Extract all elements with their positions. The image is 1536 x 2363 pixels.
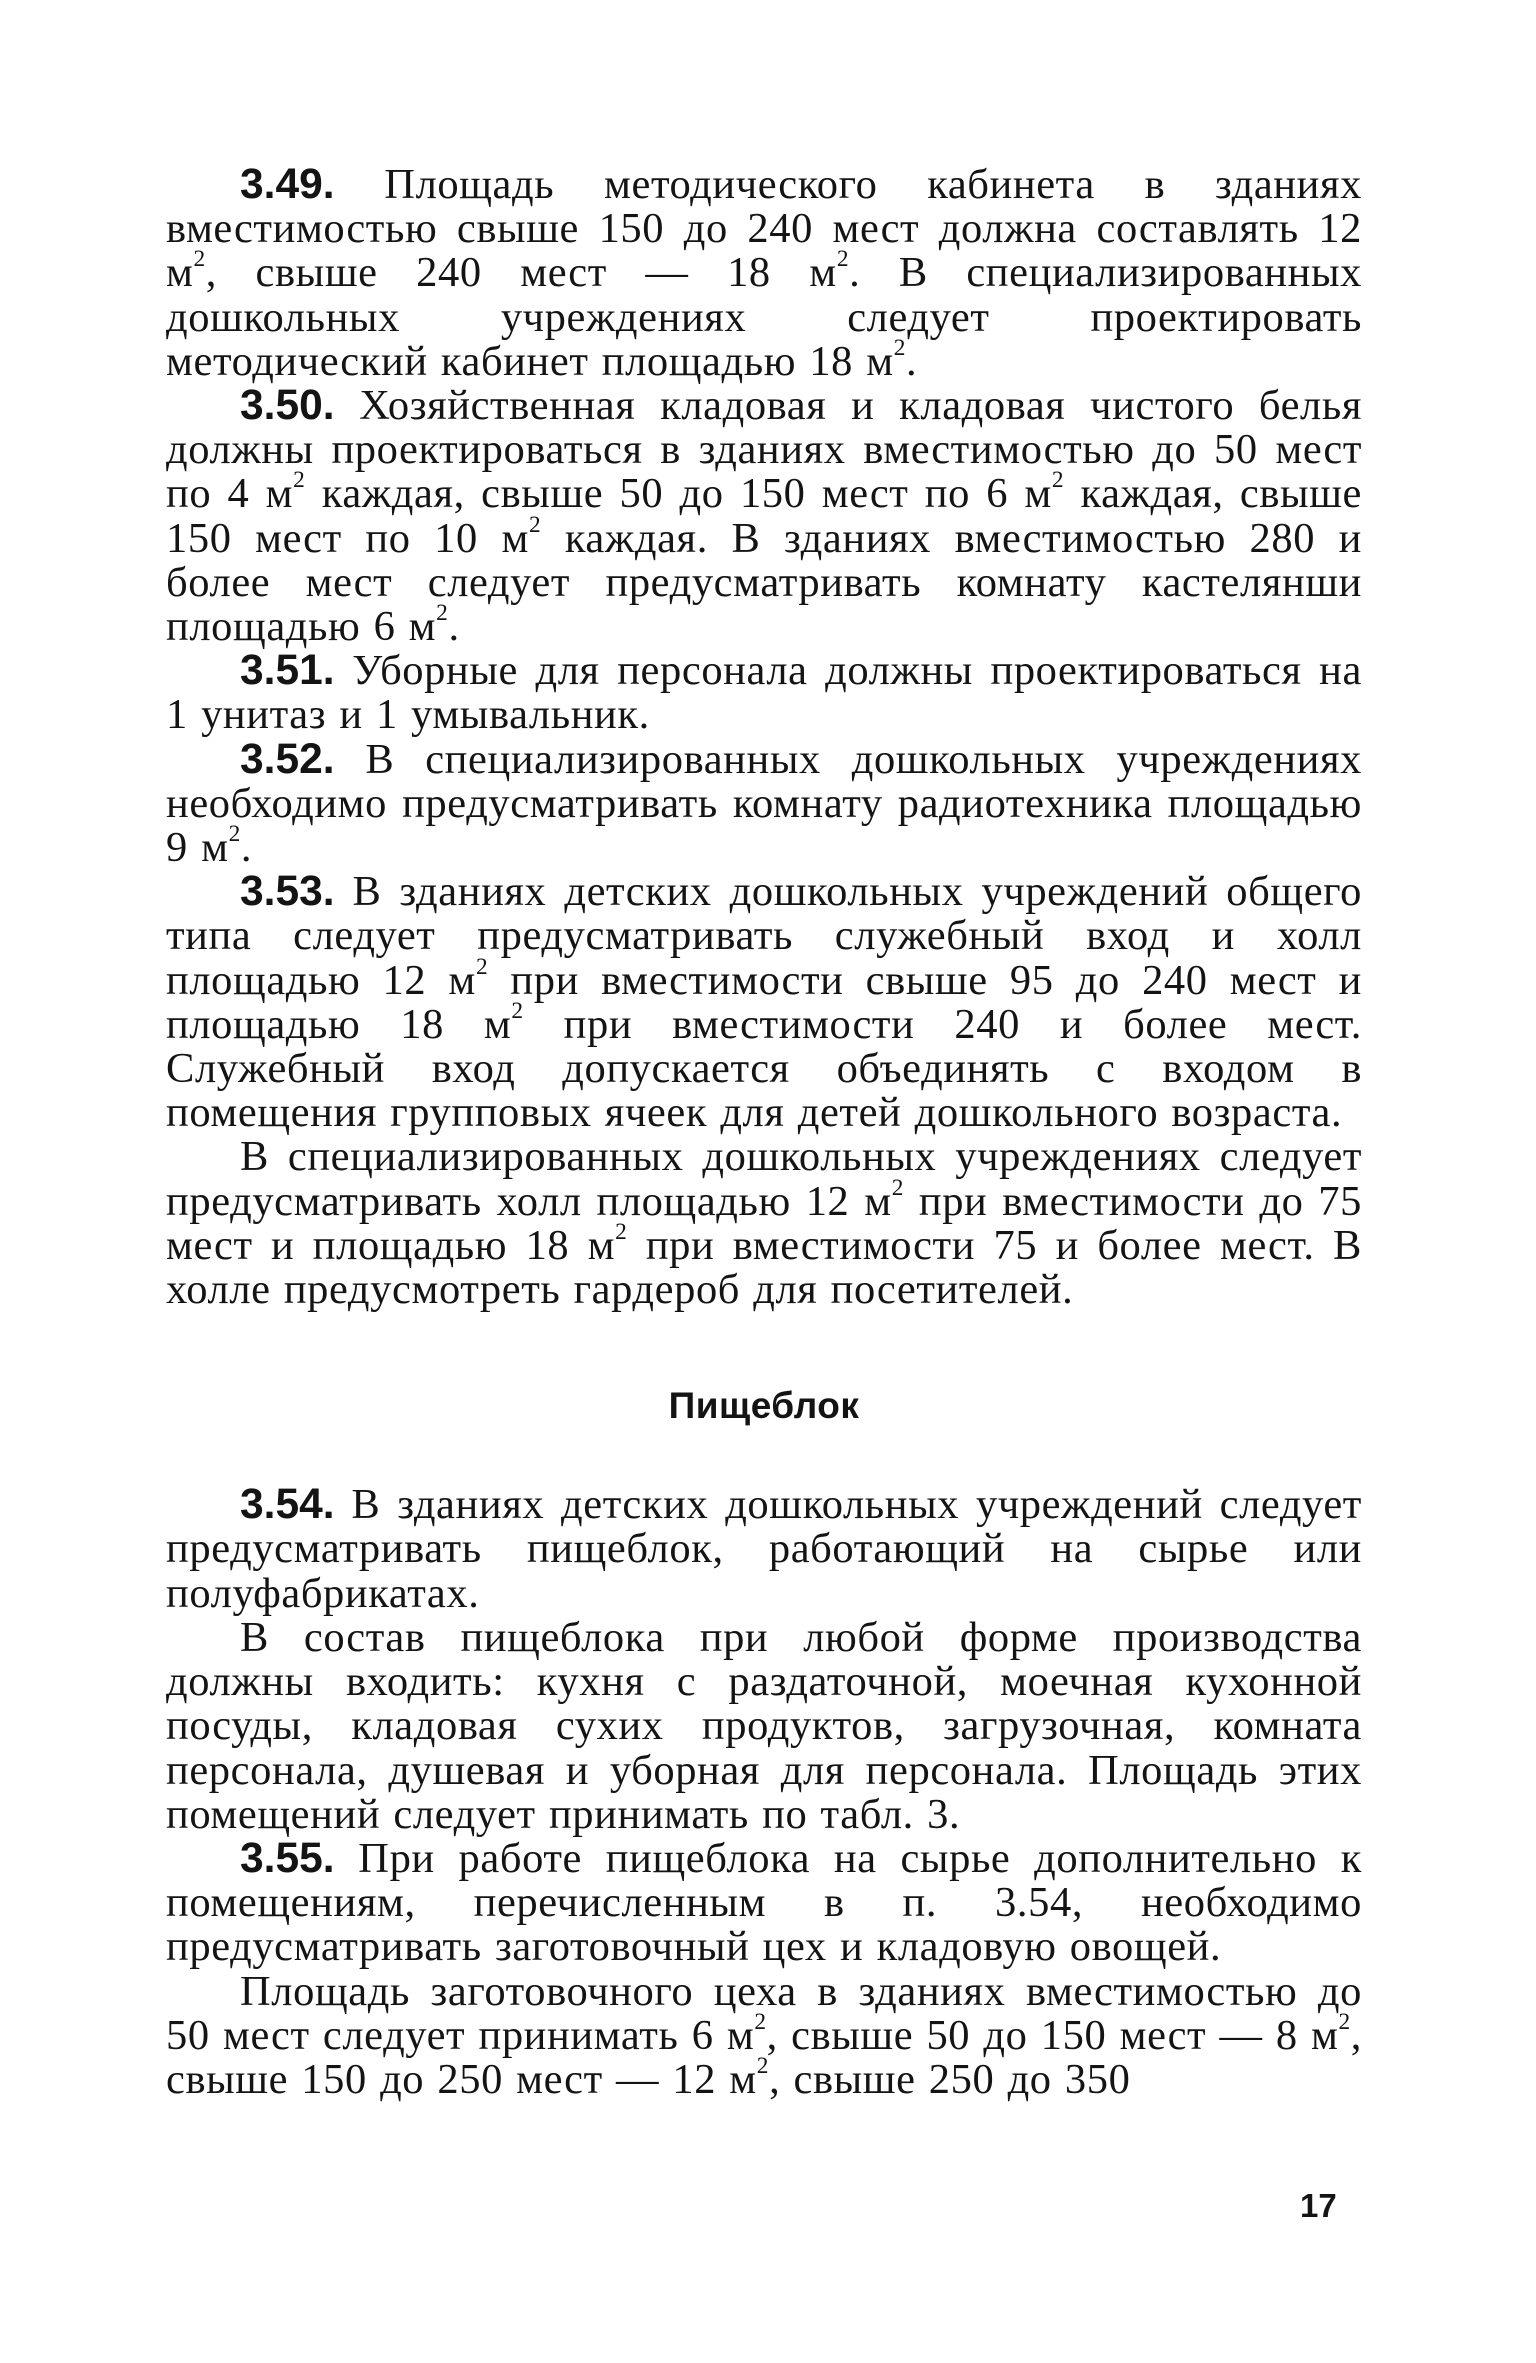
superscript: 2 [1338,2008,1351,2035]
superscript: 2 [528,511,542,538]
paragraph-3-54 [166,1483,1362,1616]
paragraph-text: при вместимости до 75 мест и площадью 18 м [166,1177,1362,1269]
superscript: 2 [193,246,206,273]
paragraph-number: 3.54. [240,1481,335,1529]
paragraph-text: В специализированных дошкольных учреждениях необходимо предусматривать комнату радиотехника площадью 9 м [166,735,1362,872]
paragraph-text: Хозяйственная кладовая и кладовая чистого белья должны проектироваться в зданиях вместимостью до 50 мест по 4 м [166,382,1362,518]
paragraph-text: каждая, свыше 150 мест по 10 м [166,470,1362,562]
paragraph-text: , свыше 150 до 250 мест — 12 м [166,2011,1362,2103]
paragraph-text: , свыше 50 до 150 мест — 8 м [766,2011,1339,2059]
paragraph-text: каждая. В зданиях вместимостью 280 и более мест следует предусматривать комнату кастелянши площадью 6 м [166,514,1362,651]
superscript: 2 [756,2053,770,2080]
paragraph-3-50 [166,384,1362,649]
paragraph-text: , свыше 240 мест — 18 м [205,249,837,297]
paragraph-text: . В специализированных дошкольных учреждениях следует проектировать методический кабинет площадью 18 м [166,249,1362,385]
paragraph-text: при вместимости 75 и более мест. В холле предусмотреть гардероб для посетителей. [166,1221,1362,1314]
paragraph-text: при вместимости 240 и более мест. Служебный вход допускается объединять с входом в помещения групповых ячеек для детей дошкольного возраста. [166,1000,1362,1137]
paragraph-3-52 [166,735,1362,872]
superscript: 2 [1051,467,1065,494]
paragraph-text: каждая, свыше 50 до 150 мест по 6 м [305,470,1052,518]
paragraph-number: 3.55. [240,1834,335,1882]
document-page [166,163,1362,2102]
paragraph-3-55-continued [166,1967,1362,2103]
paragraph-text: . [240,824,253,872]
paragraph-3-55 [166,1834,1362,1971]
paragraph-text: В зданиях детских дошкольных учреждений следует предусматривать пищеблок, работающий на сырье или полуфабрикатах. [166,1481,1362,1617]
superscript: 2 [615,1219,628,1246]
paragraph-text: . [906,337,918,385]
superscript: 2 [891,1174,905,1201]
paragraph-number: 3.49. [240,161,335,208]
page-number: 17 [1300,2187,1337,2224]
paragraph-text: Площадь заготовочного цеха в зданиях вместимостью до 50 мест следует принимать 6 м [166,1967,1362,2059]
paragraph-3-53 [166,870,1362,1135]
superscript: 2 [754,2008,767,2035]
superscript: 2 [436,600,449,627]
paragraph-number: 3.51. [240,647,335,695]
superscript: 2 [475,953,489,980]
superscript: 2 [511,998,524,1024]
superscript: 2 [293,467,306,494]
paragraph-3-51 [166,649,1362,737]
paragraph-text: , свыше 250 до 350 [769,2055,1131,2103]
paragraph-number: 3.52. [240,735,335,783]
paragraph-text: при вместимости свыше 95 до 240 мест и площадью 18 м [166,956,1362,1048]
paragraph-text: Площадь методического кабинета в зданиях вместимостью свыше 150 до 240 мест должна составлять 12 м [166,161,1362,297]
paragraph-text: В специализированных дошкольных учреждениях следует предусматривать холл площадью 12 м [166,1133,1362,1225]
paragraph-3-53-continued [166,1135,1362,1312]
paragraph-text: При работе пищеблока на сырье дополнительно к помещениям, перечисленным в п. 3.54, необходимо предусматривать заготовочный цех и кладовую овощей. [166,1834,1362,1971]
paragraph-3-49 [166,163,1362,384]
superscript: 2 [893,334,907,361]
paragraph-text: В зданиях детских дошкольных учреждений общего типа следует предусматривать служебный вход и холл площадью 12 м [166,868,1362,1004]
section-heading: Пищеблок [668,1385,860,1427]
superscript: 2 [836,246,850,273]
paragraph-number: 3.53. [240,868,335,916]
paragraph-text: В состав пищеблока при любой форме производства должны входить: кухня с раздаточной, моечная кухонной посуды, кладовая сухих продуктов, загрузочная, комната персонала, душевая и уборная для персонала. Площадь этих помещений следует принимать по табл. 3. [166,1613,1362,1838]
paragraph-number: 3.50. [240,382,335,430]
paragraph-text: Уборные для персонала должны проектироваться на 1 унитаз и 1 умывальник. [166,647,1362,739]
superscript: 2 [228,821,241,848]
paragraph-3-54-continued [166,1613,1362,1838]
paragraph-text: . [448,603,460,651]
